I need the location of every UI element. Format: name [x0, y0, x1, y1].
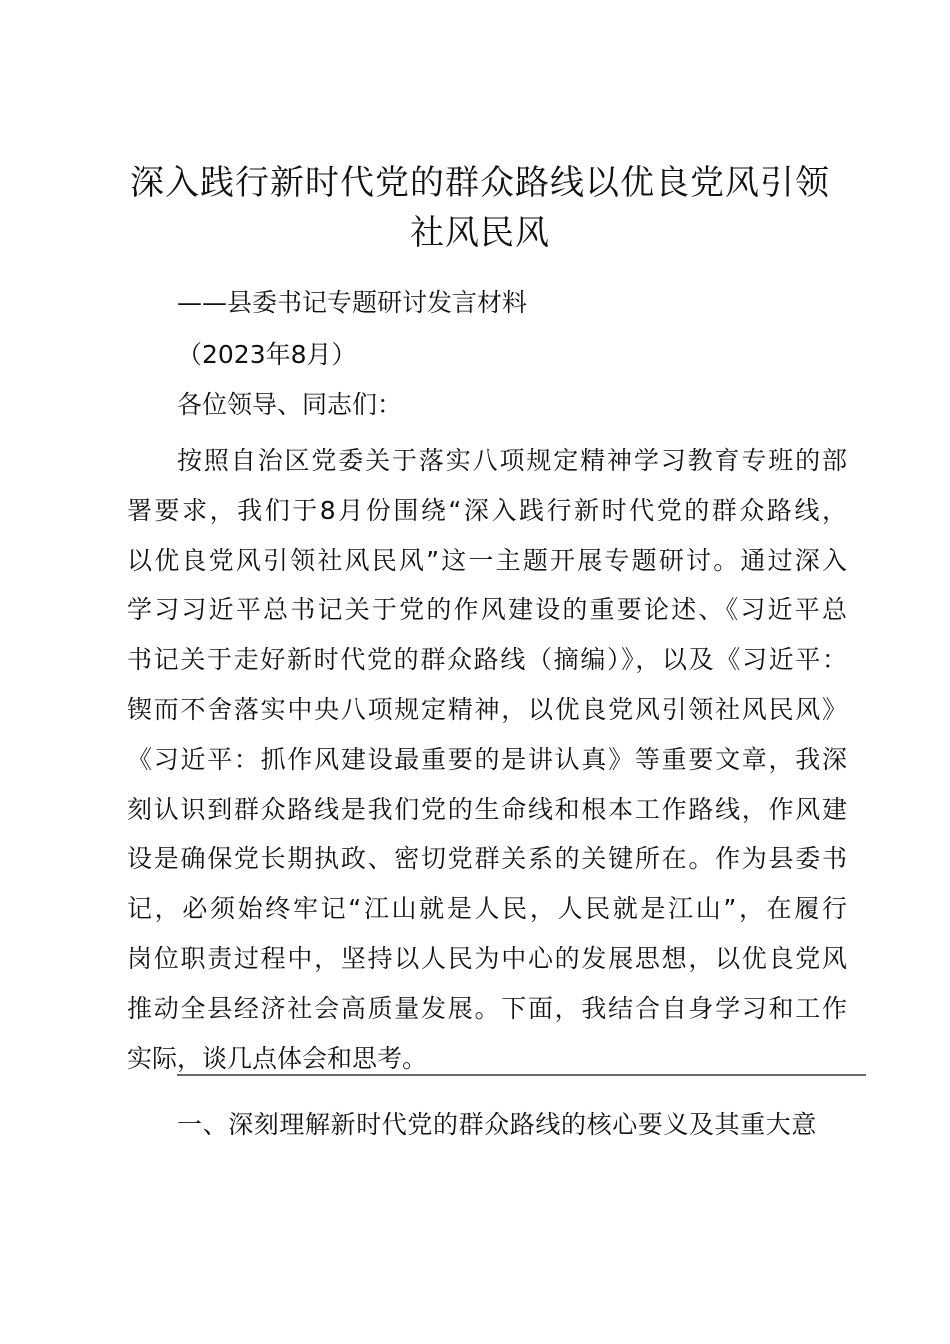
document-title-line-1: 深入践行新时代党的群众路线以优良党风引领: [130, 163, 830, 203]
paragraph-line: 岗位职责过程中，坚持以人民为中心的发展思想，以优良党风: [127, 943, 847, 973]
paragraph-line: 记，必须始终牢记“江山就是人民，人民就是江山”，在履行: [127, 894, 847, 924]
paragraph-line: 《习近平：抓作风建设最重要的是讲认真》等重要文章，我深: [127, 744, 847, 774]
paragraph-line: 按照自治区党委关于落实八项规定精神学习教育专班的部: [177, 446, 847, 475]
paragraph-line: 学习习近平总书记关于党的作风建设的重要论述、《习近平总: [127, 595, 847, 625]
paragraph-line: 书记关于走好新时代党的群众路线（摘编）》，以及《习近平：: [127, 645, 847, 675]
paragraph-line: 刻认识到群众路线是我们党的生命线和根本工作路线，作风建: [127, 794, 847, 824]
paragraph-line: 署要求，我们于8月份围绕“深入践行新时代党的群众路线，: [127, 495, 847, 525]
salutation: 各位领导、同志们：: [177, 390, 403, 419]
paragraph-line: 推动全县经济社会高质量发展。下面，我结合自身学习和工作: [127, 993, 847, 1023]
paragraph-line: 实际，谈几点体会和思考。: [127, 1043, 428, 1073]
body-paragraph: [127, 436, 847, 1083]
paragraph-line: 设是确保党长期执政、密切党群关系的关键所在。作为县委书: [127, 844, 847, 874]
document-title-line-2: 社风民风: [410, 213, 550, 253]
section-heading: 一、深刻理解新时代党的群众路线的核心要义及其重大意: [177, 1110, 818, 1139]
paragraph-line: 以优良党风引领社风民风”这一主题开展专题研讨。通过深入: [127, 545, 847, 575]
document-subtitle: ——县委书记专题研讨发言材料: [177, 288, 528, 317]
horizontal-divider: [177, 1074, 866, 1076]
document-date: （2023年8月）: [177, 340, 357, 369]
paragraph-line: 锲而不舍落实中央八项规定精神，以优良党风引领社风民风》: [127, 694, 847, 724]
